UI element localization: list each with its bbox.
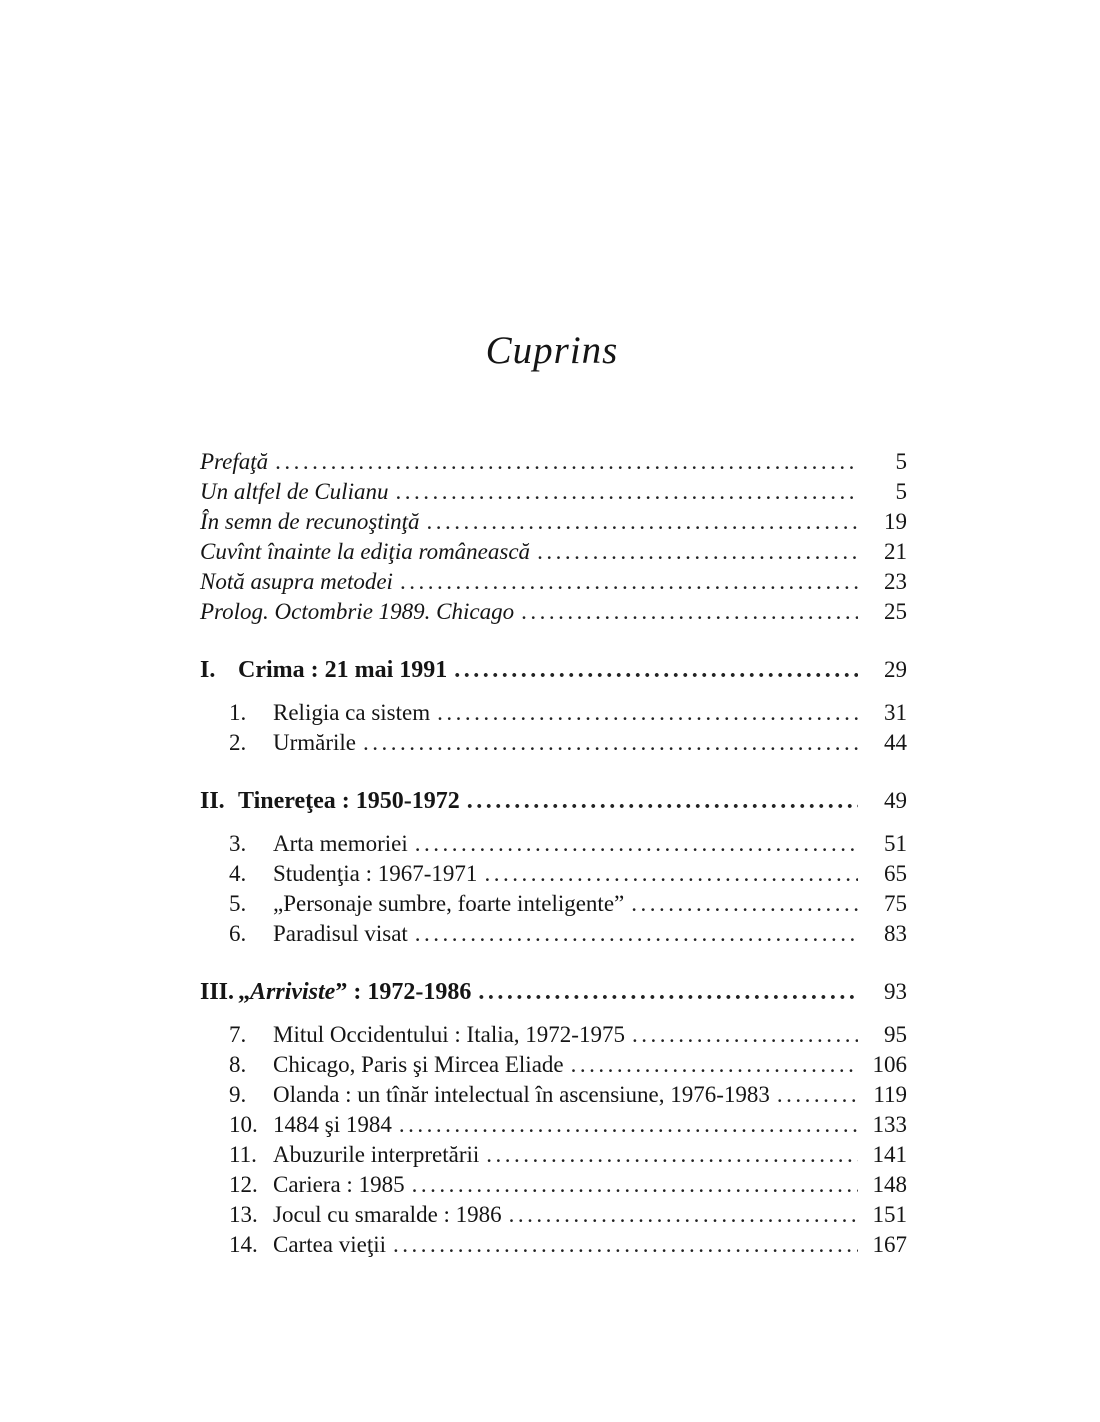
toc-entry-label: 1484 şi 1984 xyxy=(273,1112,392,1137)
toc-entry-label: Cuvînt înainte la ediţia românească xyxy=(200,539,531,564)
dot-leader xyxy=(537,537,858,567)
toc-entry-page: 44 xyxy=(884,730,907,755)
toc-entry-label: Religia ca sistem xyxy=(273,700,431,725)
toc-entry-label: Cariera : 1985 xyxy=(273,1172,405,1197)
dot-leader xyxy=(393,1230,858,1260)
dot-leader xyxy=(478,977,858,1007)
toc-entry-label: Cartea vieţii xyxy=(273,1232,387,1257)
dot-leader xyxy=(275,447,858,477)
toc-entry xyxy=(200,859,907,889)
toc-entry xyxy=(200,597,907,627)
section-title: Tinereţea : 1950-1972 xyxy=(238,788,460,814)
chapter-number: 11. xyxy=(229,1142,257,1167)
toc-entry xyxy=(200,1080,907,1110)
dot-leader xyxy=(412,1170,858,1200)
section-title xyxy=(238,977,471,1007)
dot-leader xyxy=(454,655,858,685)
toc-entry-page: 148 xyxy=(872,1172,907,1197)
toc-entry-label: În semn de recunoştinţă xyxy=(200,509,420,534)
chapter-number: 1. xyxy=(229,700,247,725)
section-title: Crima : 21 mai 1991 xyxy=(238,657,448,683)
toc-section-heading xyxy=(200,786,907,816)
toc-entry-page: 23 xyxy=(884,569,907,594)
chapter-number: 2. xyxy=(229,730,247,755)
chapter-number: 9. xyxy=(229,1082,247,1107)
toc-entry-label: Urmările xyxy=(273,730,357,755)
chapter-number: 13. xyxy=(229,1202,258,1227)
toc-entry xyxy=(200,537,907,567)
toc-entry-label: Studenţia : 1967-1971 xyxy=(273,861,478,886)
toc-entry-label: Prolog. Octombrie 1989. Chicago xyxy=(200,599,515,624)
toc-entry-label: Un altfel de Culianu xyxy=(200,479,389,504)
toc-entry-page: 106 xyxy=(872,1052,907,1077)
section-title-italic: Arriviste xyxy=(250,979,336,1005)
dot-leader xyxy=(400,567,858,597)
toc-entry xyxy=(200,829,907,859)
toc-entry-label: Paradisul visat xyxy=(273,921,408,946)
section-numeral: I. xyxy=(200,657,216,683)
toc-entry xyxy=(200,889,907,919)
toc-entry-page: 31 xyxy=(884,700,907,725)
section-title-rest: ” : 1972-1986 xyxy=(335,979,472,1005)
toc-entry xyxy=(200,447,907,477)
dot-leader xyxy=(631,889,858,919)
dot-leader xyxy=(486,1140,858,1170)
section-page: 93 xyxy=(884,979,907,1004)
toc-entry-page: 65 xyxy=(884,861,907,886)
toc-section xyxy=(200,977,907,1260)
section-numeral: III. xyxy=(200,979,235,1005)
open-quote: „ xyxy=(238,979,250,1005)
dot-leader xyxy=(521,597,858,627)
toc-entry xyxy=(200,1170,907,1200)
toc-entry-label: Prefaţă xyxy=(200,449,269,474)
toc-entry-page: 141 xyxy=(872,1142,907,1167)
dot-leader xyxy=(467,786,858,816)
section-items xyxy=(200,1020,907,1260)
dot-leader xyxy=(415,919,858,949)
toc-entry-label: Mitul Occidentului : Italia, 1972-1975 xyxy=(273,1022,625,1047)
dot-leader xyxy=(777,1080,858,1110)
toc-entry xyxy=(200,728,907,758)
chapter-number: 14. xyxy=(229,1232,258,1257)
toc-entry-page: 51 xyxy=(884,831,907,856)
toc-entry-page: 83 xyxy=(884,921,907,946)
toc-entry xyxy=(200,477,907,507)
toc-entry-label: Abuzurile interpretării xyxy=(273,1142,480,1167)
chapter-number: 7. xyxy=(229,1022,247,1047)
toc-entry-label: Jocul cu smaralde : 1986 xyxy=(273,1202,502,1227)
chapter-number: 3. xyxy=(229,831,247,856)
toc-entry xyxy=(200,1020,907,1050)
chapter-number: 4. xyxy=(229,861,247,886)
toc-entry-page: 133 xyxy=(872,1112,907,1137)
toc-entry-page: 119 xyxy=(873,1082,907,1107)
section-items xyxy=(200,698,907,758)
toc-entry-label: Arta memoriei xyxy=(273,831,408,856)
dot-leader xyxy=(509,1200,858,1230)
toc-entry-page: 167 xyxy=(872,1232,907,1257)
toc-entry-page: 5 xyxy=(895,449,907,474)
chapter-number: 12. xyxy=(229,1172,258,1197)
toc-entry xyxy=(200,698,907,728)
toc-entry xyxy=(200,1140,907,1170)
section-items xyxy=(200,829,907,949)
front-matter-list xyxy=(200,447,907,627)
toc-entry-label: „Personaje sumbre, foarte inteligente” xyxy=(273,891,625,916)
dot-leader xyxy=(427,507,858,537)
toc-entry-page: 5 xyxy=(895,479,907,504)
toc-entry-label: Notă asupra metodei xyxy=(200,569,393,594)
toc-entry-page: 19 xyxy=(884,509,907,534)
toc-entry-page: 21 xyxy=(884,539,907,564)
dot-leader xyxy=(632,1020,858,1050)
dot-leader xyxy=(437,698,858,728)
section-numeral: II. xyxy=(200,788,225,814)
toc-section xyxy=(200,786,907,949)
section-page: 29 xyxy=(884,657,907,682)
chapter-number: 6. xyxy=(229,921,247,946)
toc-entry-page: 25 xyxy=(884,599,907,624)
chapter-number: 10. xyxy=(229,1112,258,1137)
chapter-number: 5. xyxy=(229,891,247,916)
dot-leader xyxy=(395,477,858,507)
section-page: 49 xyxy=(884,788,907,813)
toc-entry xyxy=(200,1200,907,1230)
toc-entry xyxy=(200,507,907,537)
toc-entry-label: Olanda : un tînăr intelectual în ascensiune, 1976-1983 xyxy=(273,1082,770,1107)
toc-section xyxy=(200,655,907,758)
dot-leader xyxy=(415,829,858,859)
toc-entry xyxy=(200,1050,907,1080)
toc-entry xyxy=(200,919,907,949)
toc-entry xyxy=(200,567,907,597)
toc-entry-page: 95 xyxy=(884,1022,907,1047)
toc-entry-page: 151 xyxy=(872,1202,907,1227)
dot-leader xyxy=(484,859,858,889)
dot-leader xyxy=(399,1110,858,1140)
dot-leader xyxy=(363,728,858,758)
toc-entry-page: 75 xyxy=(884,891,907,916)
toc-entry-label: Chicago, Paris şi Mircea Eliade xyxy=(273,1052,564,1077)
chapter-number: 8. xyxy=(229,1052,247,1077)
dot-leader xyxy=(571,1050,858,1080)
toc-section-heading xyxy=(200,977,907,1007)
toc-entry xyxy=(200,1230,907,1260)
toc-entry xyxy=(200,1110,907,1140)
table-of-contents xyxy=(200,447,907,1260)
page-title: Cuprins xyxy=(485,329,619,372)
toc-section-heading xyxy=(200,655,907,685)
